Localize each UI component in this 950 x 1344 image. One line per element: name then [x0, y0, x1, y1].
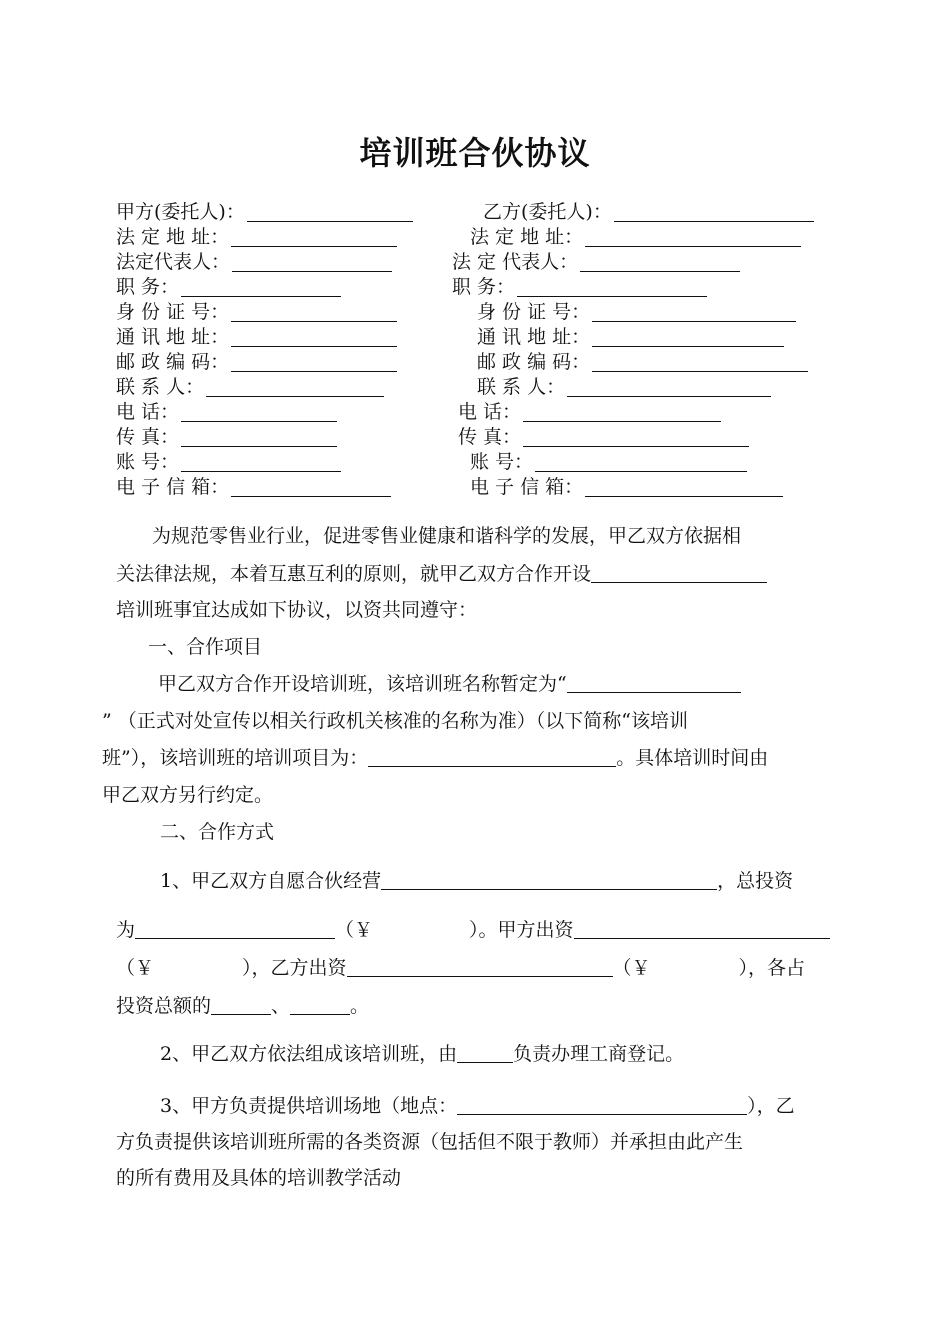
total-investment-prefix: 为 — [116, 919, 136, 941]
party-a-fax-blank[interactable] — [181, 425, 337, 447]
party-b-contact-blank[interactable] — [567, 375, 771, 397]
party-b-email-label: 电 子 信 箱： — [470, 476, 584, 498]
party-a-postcode-blank[interactable] — [231, 350, 397, 372]
section-1-line-4: 甲乙双方另行约定。 — [102, 784, 274, 806]
intro-line-2 — [116, 562, 767, 586]
party-a-yuan-open: （￥ — [116, 957, 155, 979]
party-b-position-label: 职 务： — [452, 276, 516, 298]
share-period: 。 — [350, 995, 370, 1017]
party-b-address-label: 法 定 地 址： — [470, 226, 584, 248]
party-b-account-label: 账 号： — [470, 451, 534, 473]
section-2-item-2-text: 2、甲乙双方依法组成该培训班，由 — [160, 1043, 458, 1065]
section-2-item-1-line-2 — [116, 918, 830, 942]
party-a-postcode-field — [116, 350, 397, 374]
party-a-id-blank[interactable] — [231, 300, 397, 322]
party-a-name-field — [116, 200, 413, 224]
party-a-representative-blank[interactable] — [232, 250, 392, 272]
party-a-phone-label: 电 话： — [116, 401, 180, 423]
section-2-item-3-line-1 — [160, 1094, 795, 1118]
party-b-fax-blank[interactable] — [523, 425, 749, 447]
party-a-phone-field — [116, 400, 337, 424]
party-b-email-field — [470, 475, 783, 499]
party-b-account-blank[interactable] — [535, 450, 747, 472]
section-2-item-2 — [160, 1042, 684, 1066]
party-b-share-blank[interactable] — [290, 994, 350, 1015]
party-b-representative-blank[interactable] — [580, 250, 740, 272]
section-1-line-3 — [102, 746, 768, 770]
party-b-contact-label: 联 系 人： — [477, 376, 566, 398]
party-b-investment-blank[interactable] — [347, 956, 613, 977]
party-b-name-field — [483, 200, 814, 224]
party-a-position-label: 职 务： — [116, 276, 180, 298]
intro-line-1: 为规范零售业行业，促进零售业健康和谐科学的发展，甲乙双方依据相 — [152, 525, 742, 547]
party-a-address-blank[interactable] — [231, 225, 397, 247]
party-a-position-blank[interactable] — [181, 275, 341, 297]
party-b-yuan-open: （￥ — [612, 957, 651, 979]
section-1-line-3-text: 班”），该培训班的培训项目为： — [102, 747, 369, 769]
party-a-representative-label: 法定代表人： — [116, 251, 231, 273]
party-a-postcode-label: 邮 政 编 码： — [116, 351, 230, 373]
share-text: ），各占 — [738, 957, 806, 979]
party-a-investment-text: ）。甲方出资 — [469, 919, 574, 941]
section-1-line-2: ” （正式对处宣传以相关行政机关核准的名称为准）（以下简称“该培训 — [102, 710, 688, 732]
party-a-contact-blank[interactable] — [206, 375, 384, 397]
total-investment-text: ，总投资 — [717, 870, 794, 892]
party-a-address-label: 法 定 地 址： — [116, 226, 230, 248]
party-a-investment-blank[interactable] — [574, 918, 830, 939]
party-a-email-field — [116, 475, 391, 499]
training-class-name-blank[interactable] — [567, 672, 741, 693]
party-a-account-field — [116, 450, 341, 474]
section-1-title: 一、合作项目 — [148, 636, 263, 658]
party-a-share-blank[interactable] — [211, 994, 271, 1015]
party-b-position-blank[interactable] — [517, 275, 707, 297]
party-a-phone-blank[interactable] — [181, 400, 337, 422]
intro-line-2-text: 关法律法规，本着互惠互利的原则，就甲乙双方合作开设 — [116, 563, 592, 585]
share-separator: 、 — [271, 995, 291, 1017]
total-investment-yuan-open: （￥ — [335, 919, 374, 941]
party-a-fax-label: 传 真： — [116, 426, 180, 448]
party-b-representative-label: 法 定 代表人： — [452, 251, 579, 273]
section-1-line-1-text: 甲乙双方合作开设培训班，该培训班名称暂定为“ — [158, 673, 567, 695]
party-b-position-field — [452, 275, 707, 299]
party-b-phone-field — [458, 400, 721, 424]
party-b-id-field — [477, 300, 796, 324]
party-a-position-field — [116, 275, 341, 299]
section-2-item-3-line-3: 的所有费用及具体的培训教学活动 — [116, 1167, 402, 1189]
section-2-item-1-text: 1、甲乙双方自愿合伙经营 — [160, 870, 382, 892]
party-a-fax-field — [116, 425, 337, 449]
party-b-postcode-label: 邮 政 编 码： — [477, 351, 591, 373]
share-ratio-text: 投资总额的 — [116, 995, 212, 1017]
party-a-address-field — [116, 225, 397, 249]
party-a-id-label: 身 份 证 号： — [116, 301, 230, 323]
party-b-address-blank[interactable] — [585, 225, 801, 247]
training-project-blank[interactable] — [368, 746, 616, 767]
party-a-contact-field — [116, 375, 384, 399]
cooperation-name-blank[interactable] — [591, 562, 767, 583]
party-b-contact-field — [477, 375, 771, 399]
party-a-name-label: 甲方(委托人)： — [116, 201, 245, 223]
section-2-item-1-line-3 — [116, 956, 805, 980]
intro-line-3: 培训班事宜达成如下协议，以资共同遵守： — [116, 599, 478, 621]
party-a-name-blank[interactable] — [247, 200, 413, 222]
party-a-representative-field — [116, 250, 392, 274]
party-b-fax-label: 传 真： — [458, 426, 522, 448]
party-b-mail-address-label: 通 讯 地 址： — [477, 326, 591, 348]
section-2-title: 二、合作方式 — [160, 821, 275, 843]
party-b-fax-field — [458, 425, 749, 449]
document-title: 培训班合伙协议 — [359, 134, 591, 172]
section-1-line-1 — [158, 672, 741, 696]
party-b-email-blank[interactable] — [585, 475, 783, 497]
party-a-mail-address-field — [116, 325, 397, 349]
section-2-item-1-line-1 — [160, 869, 793, 893]
party-b-phone-blank[interactable] — [523, 400, 721, 422]
section-2-item-3-line-2: 方负责提供该培训班所需的各类资源（包括但不限于教师）并承担由此产生 — [116, 1131, 744, 1153]
section-2-item-2-tail: 负责办理工商登记。 — [513, 1043, 685, 1065]
party-b-id-blank[interactable] — [592, 300, 796, 322]
party-a-contact-label: 联 系 人： — [116, 376, 205, 398]
party-b-name-label: 乙方(委托人)： — [483, 201, 612, 223]
party-a-email-label: 电 子 信 箱： — [116, 476, 230, 498]
party-a-mail-address-blank[interactable] — [231, 325, 397, 347]
party-b-id-label: 身 份 证 号： — [477, 301, 591, 323]
party-b-phone-label: 电 话： — [458, 401, 522, 423]
section-2-item-3-tail: ），乙 — [747, 1095, 795, 1117]
party-b-account-field — [470, 450, 747, 474]
section-2-item-3-text: 3、甲方负责提供培训场地（地点： — [160, 1095, 458, 1117]
training-location-blank[interactable] — [457, 1094, 747, 1115]
party-b-address-field — [470, 225, 801, 249]
party-a-email-blank[interactable] — [231, 475, 391, 497]
section-2-item-1-line-4 — [116, 994, 369, 1018]
party-a-account-blank[interactable] — [181, 450, 341, 472]
party-b-postcode-blank[interactable] — [592, 350, 808, 372]
party-b-name-blank[interactable] — [614, 200, 814, 222]
party-b-postcode-field — [477, 350, 808, 374]
party-a-mail-address-label: 通 讯 地 址： — [116, 326, 230, 348]
party-b-representative-field — [452, 250, 740, 274]
section-1-line-3-tail: 。具体培训时间由 — [616, 747, 769, 769]
registration-responsible-blank[interactable] — [457, 1042, 513, 1063]
party-b-mail-address-blank[interactable] — [592, 325, 784, 347]
party-b-mail-address-field — [477, 325, 784, 349]
party-a-id-field — [116, 300, 397, 324]
business-name-blank[interactable] — [381, 869, 717, 890]
party-a-account-label: 账 号： — [116, 451, 180, 473]
party-b-investment-text: ），乙方出资 — [242, 957, 347, 979]
total-investment-blank[interactable] — [135, 918, 335, 939]
